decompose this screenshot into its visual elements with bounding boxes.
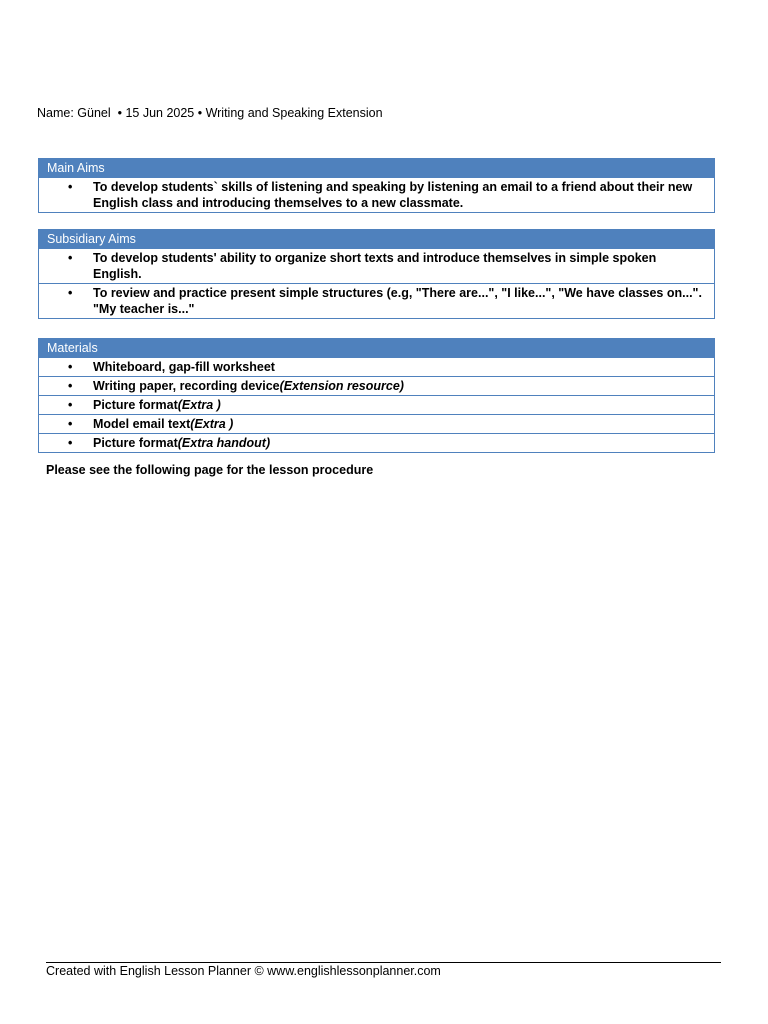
material-text: Model email text [93, 417, 191, 431]
main-aim-item [39, 177, 714, 212]
main-aims-title: Main Aims [39, 159, 714, 177]
material-extra: (Extra handout) [177, 436, 271, 450]
subsidiary-aim-text: To review and practice present simple structures (e.g, "There are...", "I like...", "We have classes on...". "My teacher is..." [93, 286, 702, 316]
bullet-icon: • [68, 379, 73, 393]
bullet-icon: • [68, 398, 73, 412]
subsidiary-aims-title: Subsidiary Aims [39, 230, 714, 248]
material-item [39, 357, 714, 376]
main-aim-text: To develop students` skills of listening and speaking by listening an email to a friend about their new English class and introducing themselves to a new classmate. [93, 180, 693, 210]
material-extra: (Extension resource) [279, 379, 404, 393]
material-text: Picture format [93, 436, 178, 450]
bullet-icon: • [68, 180, 73, 194]
material-text: Whiteboard, gap-fill worksheet [93, 360, 275, 374]
material-text: Writing paper, recording device [93, 379, 280, 393]
materials-table [38, 338, 715, 453]
procedure-note: Please see the following page for the lesson procedure [46, 463, 374, 477]
material-item [39, 414, 714, 433]
material-text: Picture format [93, 398, 178, 412]
material-item [39, 376, 714, 395]
material-extra: (Extra ) [190, 417, 234, 431]
material-extra: (Extra ) [177, 398, 221, 412]
lesson-header: Name: Günel • 15 Jun 2025 • Writing and Speaking Extension [37, 106, 383, 120]
bullet-icon: • [68, 436, 73, 450]
footer-credit: Created with English Lesson Planner © www.englishlessonplanner.com [46, 964, 441, 978]
footer-divider [46, 962, 721, 963]
material-item [39, 433, 714, 452]
main-aims-table [38, 158, 715, 213]
bullet-icon: • [68, 251, 73, 265]
material-item [39, 395, 714, 414]
subsidiary-aims-table [38, 229, 715, 319]
subsidiary-aim-item [39, 283, 714, 318]
materials-title: Materials [39, 339, 714, 357]
subsidiary-aim-item [39, 248, 714, 283]
subsidiary-aim-text: To develop students' ability to organize short texts and introduce themselves in simple spoken English. [93, 251, 657, 281]
bullet-icon: • [68, 360, 73, 374]
bullet-icon: • [68, 417, 73, 431]
bullet-icon: • [68, 286, 73, 300]
